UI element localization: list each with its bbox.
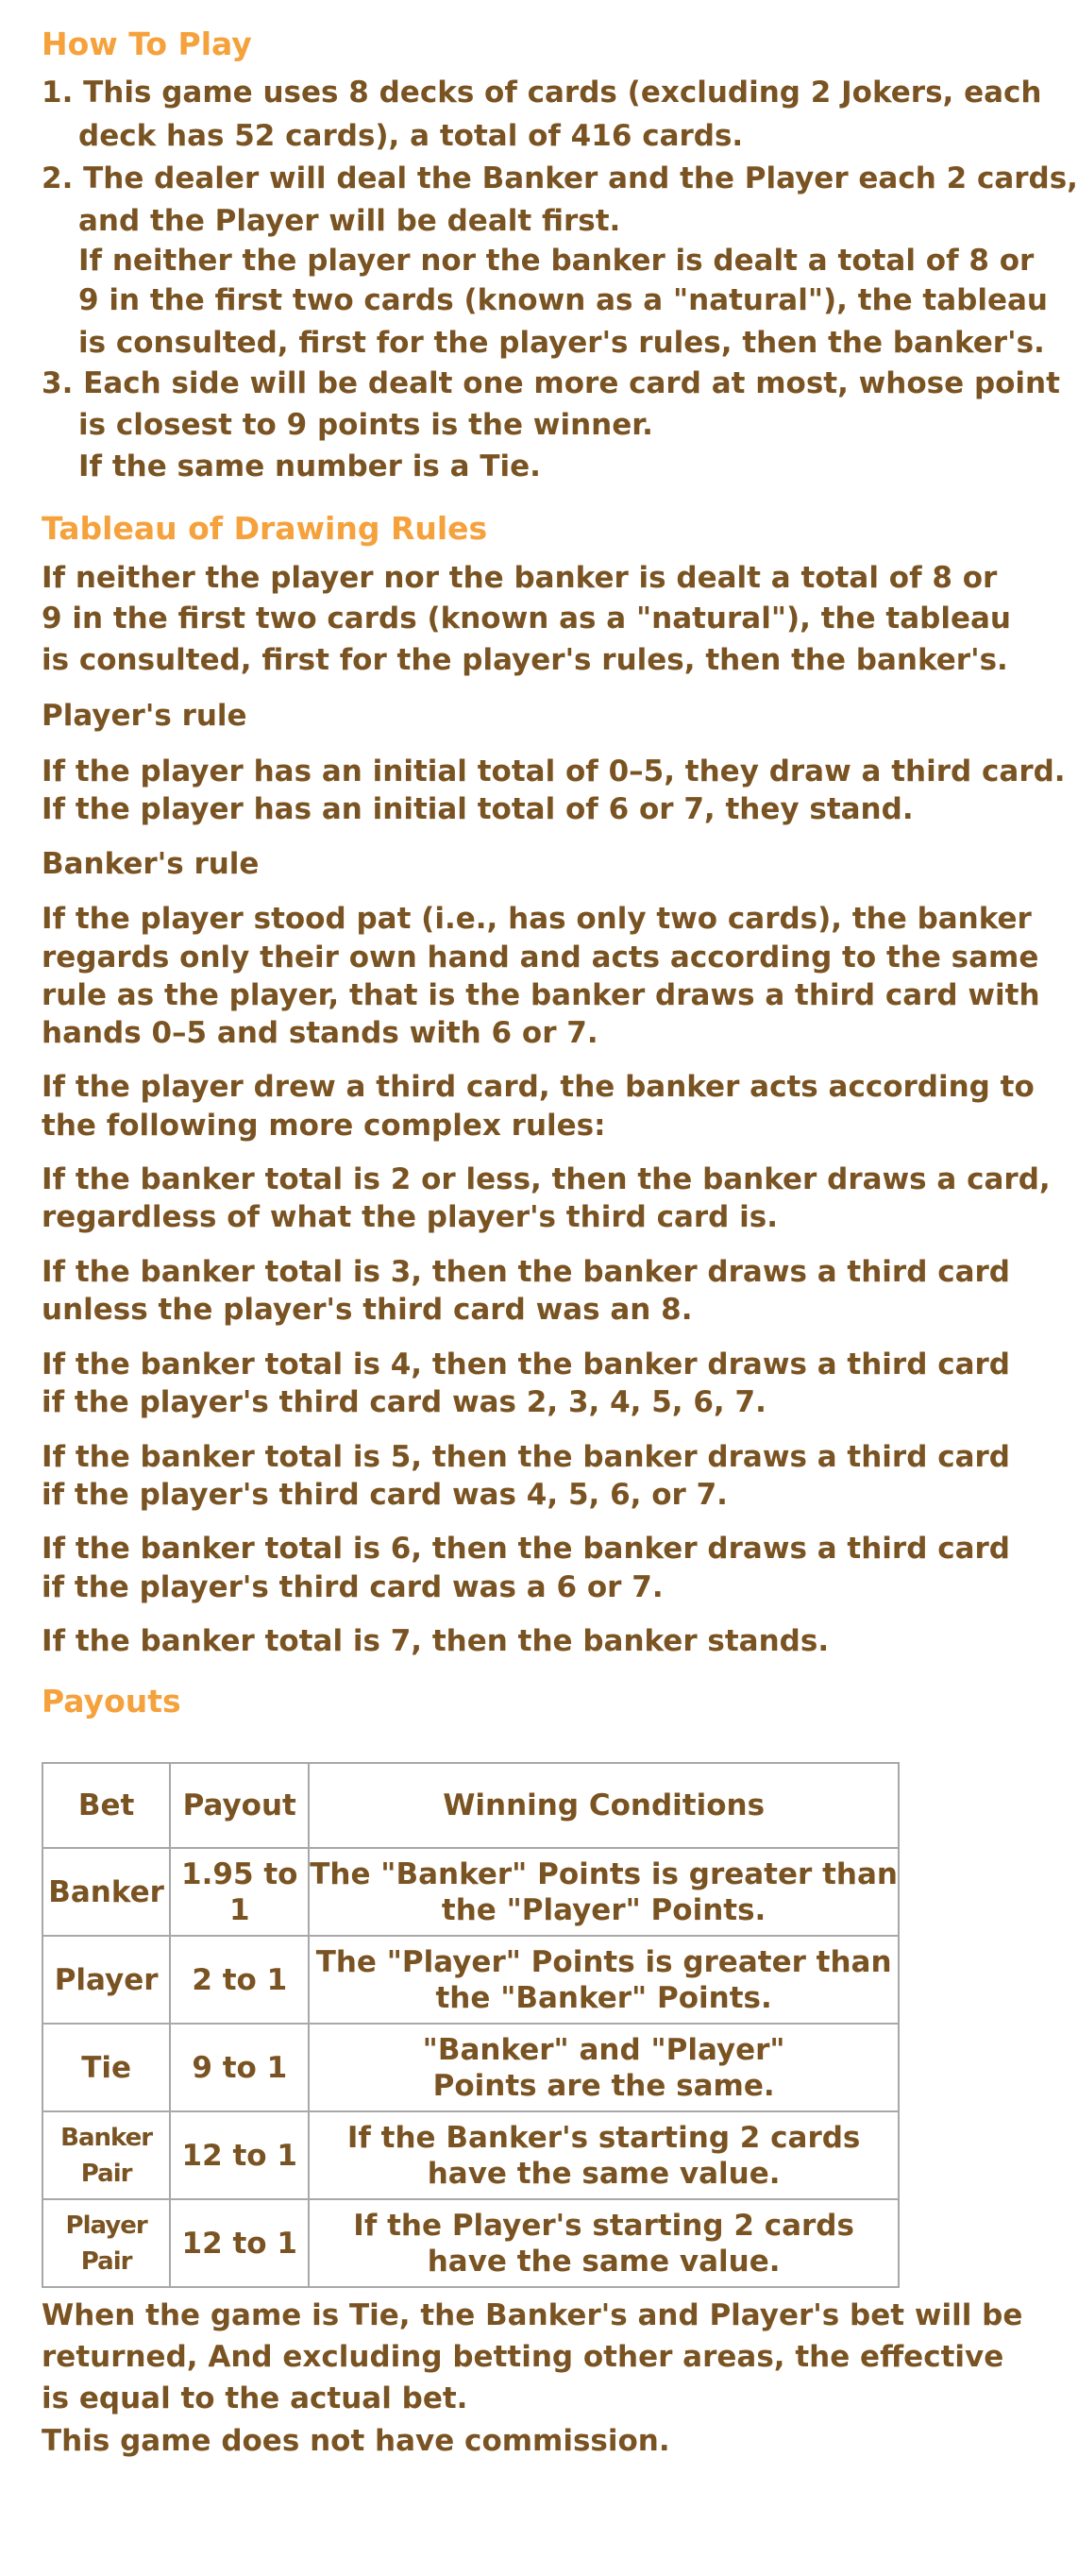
banker-stood-line: rule as the player, that is the banker draws a third card with [42,978,1040,1012]
condition-cell: The "Banker" Points is greater than the "Player" Points. [309,1848,899,1936]
how-to-play-line: is closest to 9 points is the winner. [78,408,653,442]
banker-rule-2-line: regardless of what the player's third card is. [42,1200,779,1234]
bet-cell: Player Pair [42,2199,170,2287]
payout-cell: 12 to 1 [170,2199,309,2287]
tableau-intro-line: 9 in the first two cards (known as a "natural"), the tableau [42,602,1011,636]
banker-rule-4-line: if the player's third card was 2, 3, 4, 5, 6, 7. [42,1385,766,1419]
table-row [42,2024,899,2111]
bet-cell: Tie [42,2024,170,2111]
how-to-play-line: 2. The dealer will deal the Banker and the Player each 2 cards, [42,161,1078,195]
banker-rule-5-line: if the player's third card was 4, 5, 6, or 7. [42,1478,728,1512]
banker-stood-line: If the player stood pat (i.e., has only two cards), the banker [42,902,1032,936]
footer-line: When the game is Tie, the Banker's and Player's bet will be [42,2298,1023,2332]
payouts-title: Payouts [42,1683,181,1720]
payout-cell: 12 to 1 [170,2111,309,2199]
banker-rule-7-line: If the banker total is 7, then the banker stands. [42,1624,830,1658]
tableau-intro-line: If neither the player nor the banker is dealt a total of 8 or [42,561,998,595]
how-to-play-line: is consulted, first for the player's rules, then the banker's. [78,326,1045,360]
how-to-play-line: and the Player will be dealt first. [78,204,621,238]
footer-line: is equal to the actual bet. [42,2381,468,2415]
how-to-play-line: deck has 52 cards), a total of 416 cards. [78,119,744,153]
header-winning-conditions: Winning Conditions [309,1763,899,1848]
bet-cell: Banker Pair [42,2111,170,2199]
condition-cell: "Banker" and "Player" Points are the same. [309,2024,899,2111]
banker-rule-6-line: if the player's third card was a 6 or 7. [42,1570,664,1604]
table-row [42,1936,899,2024]
how-to-play-line: If neither the player nor the banker is dealt a total of 8 or [78,244,1035,278]
players-rule-line: If the player has an initial total of 6 or 7, they stand. [42,792,914,826]
bankers-rule-label: Banker's rule [42,847,260,881]
banker-rule-6-line: If the banker total is 6, then the banker draws a third card [42,1532,1010,1566]
payout-cell: 9 to 1 [170,2024,309,2111]
banker-drew-line: If the player drew a third card, the banker acts according to [42,1070,1035,1104]
how-to-play-line: 3. Each side will be dealt one more card at most, whose point [42,366,1060,400]
banker-stood-line: regards only their own hand and acts according to the same [42,941,1039,974]
condition-cell: If the Banker's starting 2 cards have the same value. [309,2111,899,2199]
tableau-title: Tableau of Drawing Rules [42,510,488,547]
players-rule-label: Player's rule [42,699,247,733]
banker-rule-2-line: If the banker total is 2 or less, then the banker draws a card, [42,1162,1051,1196]
payout-cell: 1.95 to 1 [170,1848,309,1936]
table-row [42,2199,899,2287]
banker-rule-3-line: unless the player's third card was an 8. [42,1293,693,1327]
payout-cell: 2 to 1 [170,1936,309,2024]
how-to-play-line: If the same number is a Tie. [78,449,541,483]
tableau-intro-line: is consulted, first for the player's rules, then the banker's. [42,643,1008,677]
banker-drew-line: the following more complex rules: [42,1109,606,1143]
table-row [42,1848,899,1936]
payouts-table [42,1762,900,2288]
how-to-play-line: 1. This game uses 8 decks of cards (excluding 2 Jokers, each [42,76,1042,110]
footer-line: returned, And excluding betting other areas, the effective [42,2340,1004,2374]
bet-cell: Banker [42,1848,170,1936]
payouts-header-row [42,1763,899,1848]
banker-rule-3-line: If the banker total is 3, then the banker draws a third card [42,1255,1010,1289]
banker-rule-4-line: If the banker total is 4, then the banker draws a third card [42,1347,1010,1381]
condition-cell: If the Player's starting 2 cards have the same value. [309,2199,899,2287]
condition-cell: The "Player" Points is greater than the "Banker" Points. [309,1936,899,2024]
how-to-play-title: How To Play [42,25,252,62]
banker-stood-line: hands 0–5 and stands with 6 or 7. [42,1016,598,1050]
banker-rule-5-line: If the banker total is 5, then the banker draws a third card [42,1440,1010,1474]
header-bet: Bet [42,1763,170,1848]
footer-line: This game does not have commission. [42,2424,670,2458]
header-payout: Payout [170,1763,309,1848]
players-rule-line: If the player has an initial total of 0–5, they draw a third card. [42,754,1066,788]
how-to-play-line: 9 in the first two cards (known as a "natural"), the tableau [78,283,1048,317]
table-row [42,2111,899,2199]
bet-cell: Player [42,1936,170,2024]
